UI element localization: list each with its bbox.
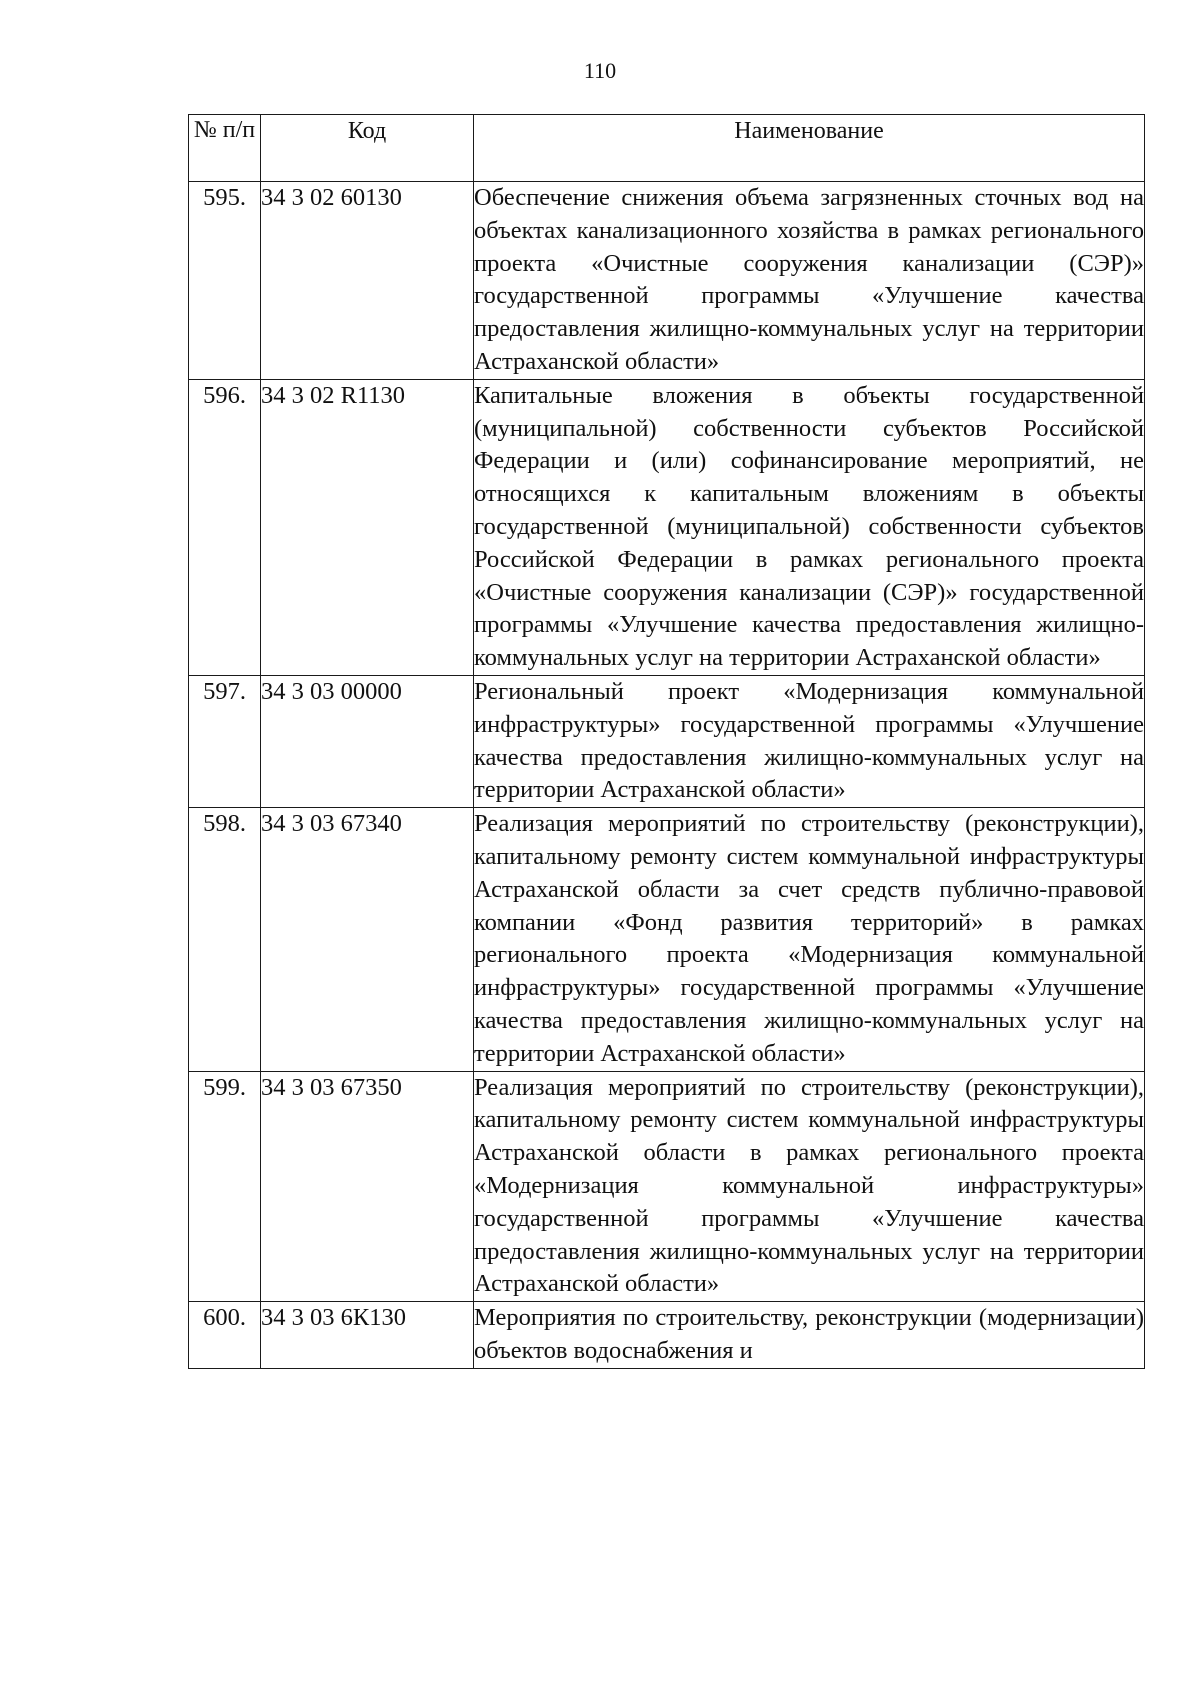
row-number: 596.	[189, 379, 261, 675]
page-number: 110	[583, 58, 617, 83]
row-name: Капитальные вложения в объекты государственной (муниципальной) собственности субъектов Российской Федерации и (или) софинансирование мероприятий, не относящихся к капитальным вложениям в объекты государственной (муниципальной) собственности субъектов Российской Федерации в рамках регионального проекта «Очистные сооружения канализации (СЭР)» государственной программы «Улучшение качества предоставления жилищно-коммунальных услуг на территории Астраханской области»	[474, 379, 1145, 675]
table-row	[189, 182, 1145, 380]
row-number: 599.	[189, 1071, 261, 1302]
table-row	[189, 675, 1145, 807]
header-code: Код	[261, 115, 474, 182]
row-number: 597.	[189, 675, 261, 807]
row-number: 600.	[189, 1302, 261, 1369]
header-number: № п/п	[189, 115, 261, 182]
row-code: 34 3 02 R1130	[261, 379, 474, 675]
row-name: Реализация мероприятий по строительству (реконструкции), капитальному ремонту систем коммунальной инфраструктуры Астраханской области за счет средств публично-правовой компании «Фонд развития территорий» в рамках регионального проекта «Модернизация коммунальной инфраструктуры» государственной программы «Улучшение качества предоставления жилищно-коммунальных услуг на территории Астраханской области»	[474, 808, 1145, 1071]
table-row	[189, 1302, 1145, 1369]
row-code: 34 3 02 60130	[261, 182, 474, 380]
row-name: Мероприятия по строительству, реконструкции (модернизации) объектов водоснабжения и	[474, 1302, 1145, 1369]
table-row	[189, 379, 1145, 675]
row-code: 34 3 03 67350	[261, 1071, 474, 1302]
classification-table	[188, 114, 1145, 1369]
table-header-row	[189, 115, 1145, 182]
row-code: 34 3 03 00000	[261, 675, 474, 807]
row-number: 598.	[189, 808, 261, 1071]
table-row	[189, 808, 1145, 1071]
row-name: Реализация мероприятий по строительству (реконструкции), капитальному ремонту систем коммунальной инфраструктуры Астраханской области в рамках регионального проекта «Модернизация коммунальной инфраструктуры» государственной программы «Улучшение качества предоставления жилищно-коммунальных услуг на территории Астраханской области»	[474, 1071, 1145, 1302]
header-name: Наименование	[474, 115, 1145, 182]
row-code: 34 3 03 67340	[261, 808, 474, 1071]
table-row	[189, 1071, 1145, 1302]
row-name: Региональный проект «Модернизация коммунальной инфраструктуры» государственной программы «Улучшение качества предоставления жилищно-коммунальных услуг на территории Астраханской области»	[474, 675, 1145, 807]
row-name: Обеспечение снижения объема загрязненных сточных вод на объектах канализационного хозяйства в рамках регионального проекта «Очистные сооружения канализации (СЭР)» государственной программы «Улучшение качества предоставления жилищно-коммунальных услуг на территории Астраханской области»	[474, 182, 1145, 380]
row-number: 595.	[189, 182, 261, 380]
row-code: 34 3 03 6К130	[261, 1302, 474, 1369]
